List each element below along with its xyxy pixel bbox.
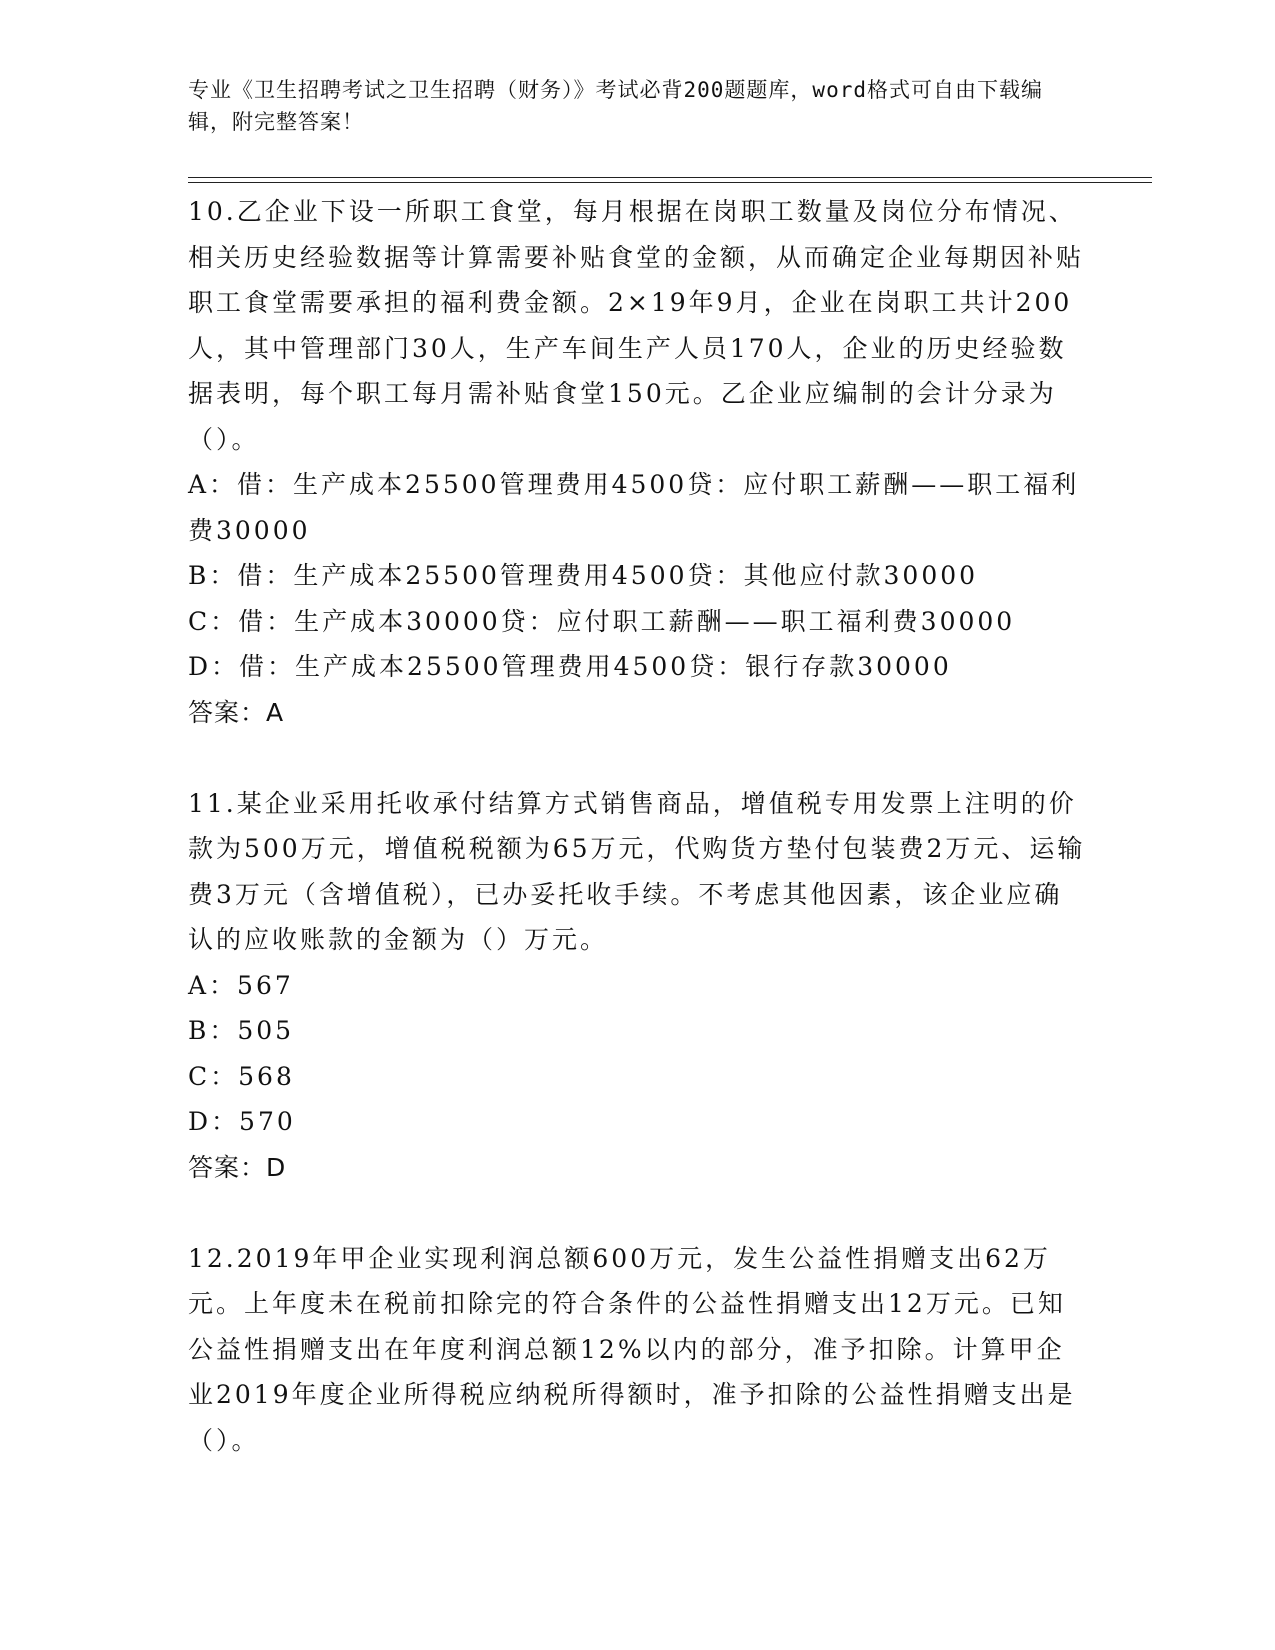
answer-label: 答案： <box>188 697 267 727</box>
option-a: A：567 <box>188 970 294 1000</box>
option-d: D：借：生产成本25500管理费用4500贷：银行存款30000 <box>188 652 952 681</box>
question-text: 10.乙企业下设一所职工食堂，每月根据在岗职工数量及岗位分布情况、相关历史经验数据等计算需要补贴食堂的金额，从而确定企业每期因补贴职工食堂需要承担的福利费金额。2×19年9月，企业在岗职工共计200人，其中管理部门30人，生产车间生产人员170人，企业的历史经验数据表明，每个职工每月需补贴食堂150元。乙企业应编制的会计分录为（）。 <box>188 197 1085 454</box>
option-b: B：505 <box>188 1016 295 1045</box>
answer-label: 答案： <box>188 1152 267 1182</box>
question-11 <box>188 781 1088 1191</box>
option-b: B：借：生产成本25500管理费用4500贷：其他应付款30000 <box>188 561 979 590</box>
page-header <box>188 74 1068 138</box>
question-text: 11.某企业采用托收承付结算方式销售商品，增值税专用发票上注明的价款为500万元，增值税税额为65万元，代购货方垫付包装费2万元、运输费3万元（含增值税），已办妥托收手续。不考虑其他因素，该企业应确认的应收账款的金额为（）万元。 <box>188 788 1086 954</box>
header-text: 专业《卫生招聘考试之卫生招聘（财务）》考试必背200题题库，word格式可自由下载编辑，附完整答案！ <box>188 78 1043 134</box>
answer-line <box>188 690 1088 736</box>
question-10 <box>188 189 1088 735</box>
question-text: 12.2019年甲企业实现利润总额600万元，发生公益性捐赠支出62万元。上年度未在税前扣除完的符合条件的公益性捐赠支出12万元。已知公益性捐赠支出在年度利润总额12%以内的部分，准予扣除。计算甲企业2019年度企业所得税应纳税所得额时，准予扣除的公益性捐赠支出是（）。 <box>188 1243 1076 1455</box>
option-d: D：570 <box>188 1107 296 1136</box>
header-divider-bottom <box>188 182 1152 183</box>
answer-line <box>188 1145 1088 1191</box>
option-a: A：借：生产成本25500管理费用4500贷：应付职工薪酬——职工福利费30000 <box>188 470 1080 545</box>
question-spacer <box>188 735 1088 781</box>
question-list <box>188 189 1088 1463</box>
question-spacer <box>188 1190 1088 1236</box>
header-divider-top <box>188 177 1152 178</box>
question-12 <box>188 1236 1088 1464</box>
option-c: C：568 <box>188 1061 295 1091</box>
answer-value: D <box>266 1152 287 1182</box>
option-c: C：借：生产成本30000贷：应付职工薪酬——职工福利费30000 <box>188 606 1016 636</box>
answer-value: A <box>266 697 285 727</box>
